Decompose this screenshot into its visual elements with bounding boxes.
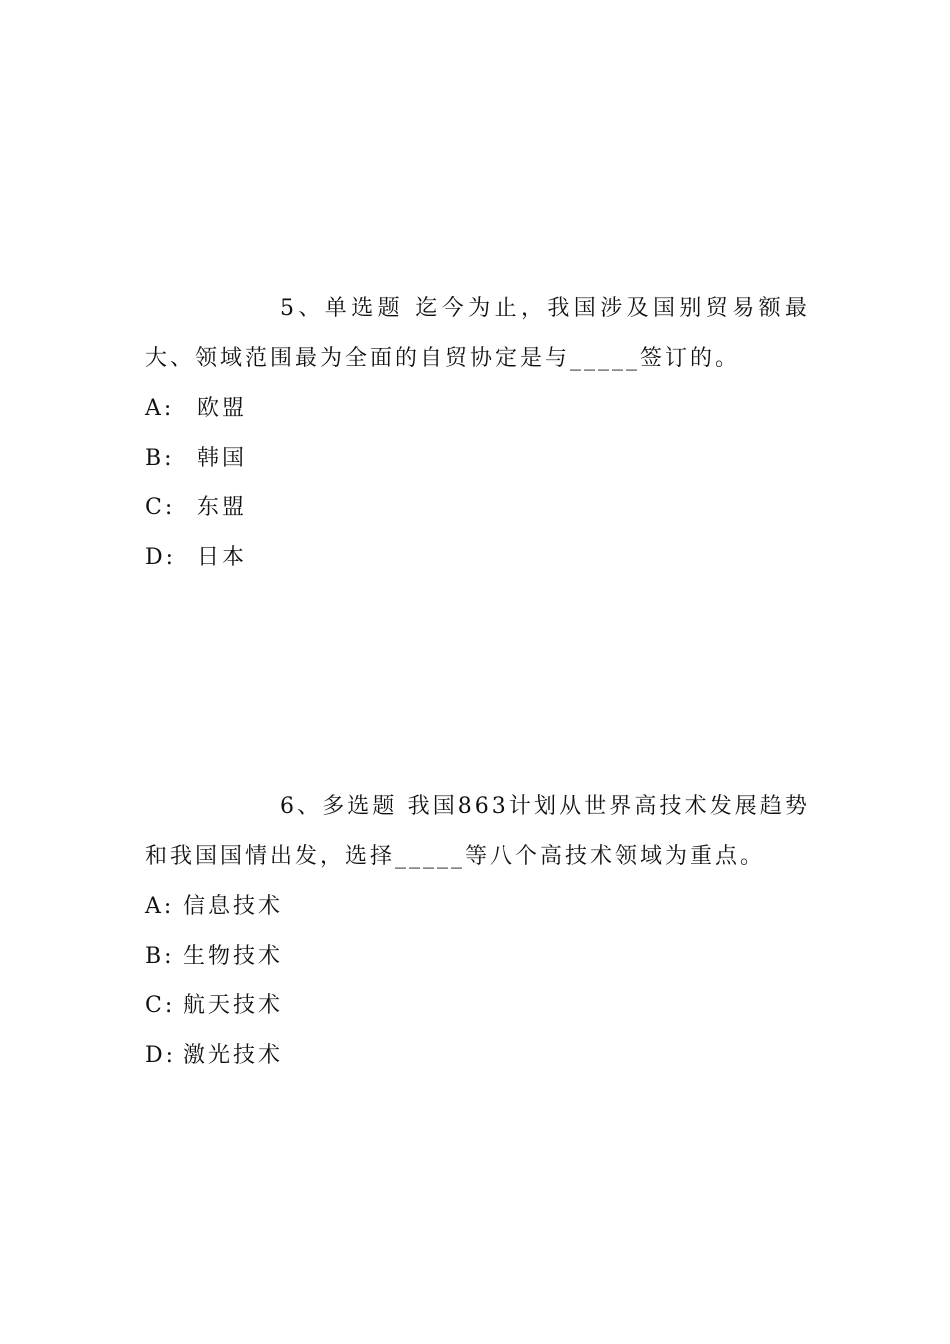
option-a	[145, 384, 810, 434]
option-letter: D:	[145, 1042, 177, 1068]
question-stem: 6、多选题 我国863计划从世界高技术发展趋势和我国国情出发，选择_____等八个高技术领域为重点。	[145, 794, 810, 869]
option-letter: A:	[145, 894, 175, 919]
option-d	[145, 533, 810, 583]
option-list	[145, 882, 810, 1080]
option-c	[145, 483, 810, 533]
option-letter: B:	[145, 943, 175, 969]
option-letter: C:	[145, 993, 176, 1018]
option-text: 韩国	[197, 445, 248, 471]
option-text: 激光技术	[183, 1042, 284, 1068]
option-text: 欧盟	[197, 396, 248, 421]
option-text: 东盟	[197, 495, 248, 520]
option-letter: B:	[145, 445, 175, 471]
option-b	[145, 434, 810, 484]
option-c	[145, 981, 810, 1031]
option-letter: A:	[145, 396, 175, 421]
question-stem: 5、单选题 迄今为止，我国涉及国别贸易额最大、领域范围最为全面的自贸协定是与_____签订的。	[145, 296, 810, 371]
option-d	[145, 1031, 810, 1081]
option-text: 生物技术	[183, 943, 284, 969]
option-letter: D:	[145, 544, 177, 570]
question-5	[145, 284, 810, 582]
option-text: 信息技术	[183, 894, 284, 919]
option-letter: C:	[145, 495, 176, 520]
option-a	[145, 882, 810, 932]
question-6	[145, 782, 810, 1080]
option-list	[145, 384, 810, 582]
option-text: 航天技术	[183, 993, 284, 1018]
option-text: 日本	[197, 544, 248, 570]
option-b	[145, 932, 810, 982]
